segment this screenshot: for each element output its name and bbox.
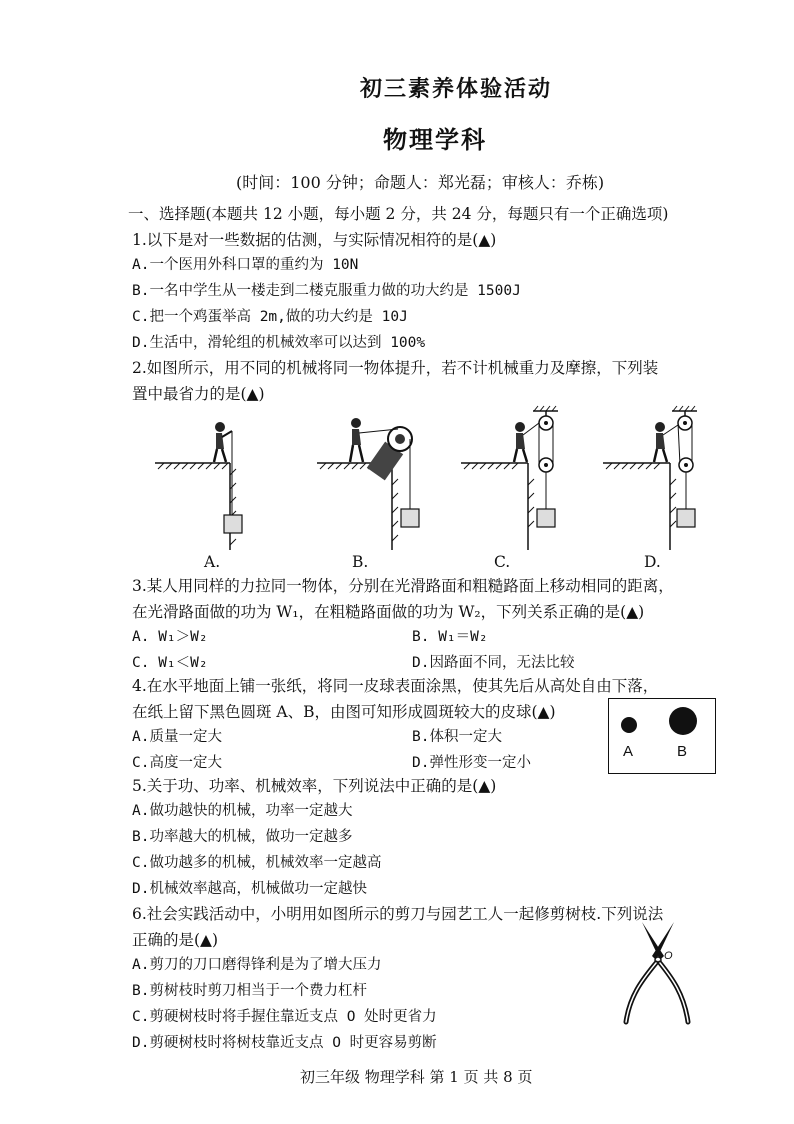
spots-figure: [608, 698, 716, 774]
spot-a: [621, 717, 637, 733]
q6-stem-line2: 正确的是(▲): [132, 931, 219, 949]
pivot-label: O: [664, 950, 673, 962]
q5-option-b: B.功率越大的机械，做功一定越多: [132, 829, 353, 845]
q5-option-c: C.做功越多的机械，机械效率一定越高: [132, 855, 382, 871]
q3-option-d: D.因路面不同，无法比较: [412, 655, 575, 671]
spot-a-label: A: [623, 743, 634, 760]
q6-option-d: D.剪硬树枝时将树枝靠近支点 O 时更容易剪断: [132, 1035, 437, 1051]
q6-option-a: A.剪刀的刀口磨得锋利是为了增大压力: [132, 957, 382, 973]
exam-title: 初三素养体验活动: [360, 76, 553, 102]
q2-stem-line2: 置中最省力的是(▲): [132, 385, 265, 403]
q2-label-c: C.: [494, 553, 511, 571]
q5-stem: 5.关于功、功率、机械效率，下列说法中正确的是(▲): [132, 777, 497, 795]
scissors-figure: [612, 918, 702, 1028]
q4-stem-line1: 4.在水平地面上铺一张纸，将同一皮球表面涂黑，使其先后从高处自由下落，: [132, 677, 659, 695]
q2-label-a: A.: [204, 553, 221, 571]
q2-label-d: D.: [644, 553, 661, 571]
q1-stem: 1.以下是对一些数据的估测，与实际情况相符的是(▲): [132, 231, 497, 249]
q1-option-c: C.把一个鸡蛋举高 2m,做的功大约是 10J: [132, 309, 408, 325]
q4-option-c: C.高度一定大: [132, 755, 222, 771]
machine-figure-c: [458, 405, 568, 550]
q3-option-a: A. W₁＞W₂: [132, 629, 208, 645]
q6-option-b: B.剪树枝时剪刀相当于一个费力杠杆: [132, 983, 367, 999]
q4-option-b: B.体积一定大: [412, 729, 502, 745]
q4-option-a: A.质量一定大: [132, 729, 222, 745]
q4-stem-line2: 在纸上留下黑色圆斑 A、B，由图可知形成圆斑较大的皮球(▲): [132, 703, 556, 721]
q3-stem-line1: 3.某人用同样的力拉同一物体，分别在光滑路面和粗糙路面上移动相同的距离，: [132, 577, 674, 595]
q3-option-c: C. W₁＜W₂: [132, 655, 208, 671]
q6-stem-line1: 6.社会实践活动中，小明用如图所示的剪刀与园艺工人一起修剪树枝.下列说法: [132, 905, 664, 923]
q2-stem-line1: 2.如图所示，用不同的机械将同一物体提升，若不计机械重力及摩擦，下列装: [132, 359, 659, 377]
spot-b-label: B: [677, 743, 688, 760]
q1-option-b: B.一名中学生从一楼走到二楼克服重力做的功大约是 1500J: [132, 283, 521, 299]
q5-option-a: A.做功越快的机械，功率一定越大: [132, 803, 353, 819]
q2-label-b: B.: [352, 553, 369, 571]
q3-stem-line2: 在光滑路面做的功为 W₁，在粗糙路面做的功为 W₂，下列关系正确的是(▲): [132, 603, 645, 621]
machine-figure-d: [600, 405, 710, 550]
q6-option-c: C.剪硬树枝时将手握住靠近支点 O 处时更省力: [132, 1009, 437, 1025]
q1-option-d: D.生活中，滑轮组的机械效率可以达到 100%: [132, 335, 426, 351]
q5-option-d: D.机械效率越高，机械做功一定越快: [132, 881, 367, 897]
machine-figure-a: [150, 405, 240, 550]
q1-option-a: A.一个医用外科口罩的重约为 10N: [132, 257, 359, 273]
page-footer: 初三年级 物理学科 第 1 页 共 8 页: [300, 1068, 533, 1086]
q4-option-d: D.弹性形变一定小: [412, 755, 531, 771]
spot-b: [669, 707, 697, 735]
machine-figure-b: [312, 405, 422, 550]
section-heading: 一、选择题(本题共 12 小题，每小题 2 分，共 24 分，每题只有一个正确选项): [128, 205, 669, 223]
subject-title: 物理学科: [383, 125, 487, 154]
q3-option-b: B. W₁＝W₂: [412, 629, 488, 645]
exam-meta: (时间：100 分钟；命题人：郑光磊；审核人：乔栋): [236, 173, 605, 192]
